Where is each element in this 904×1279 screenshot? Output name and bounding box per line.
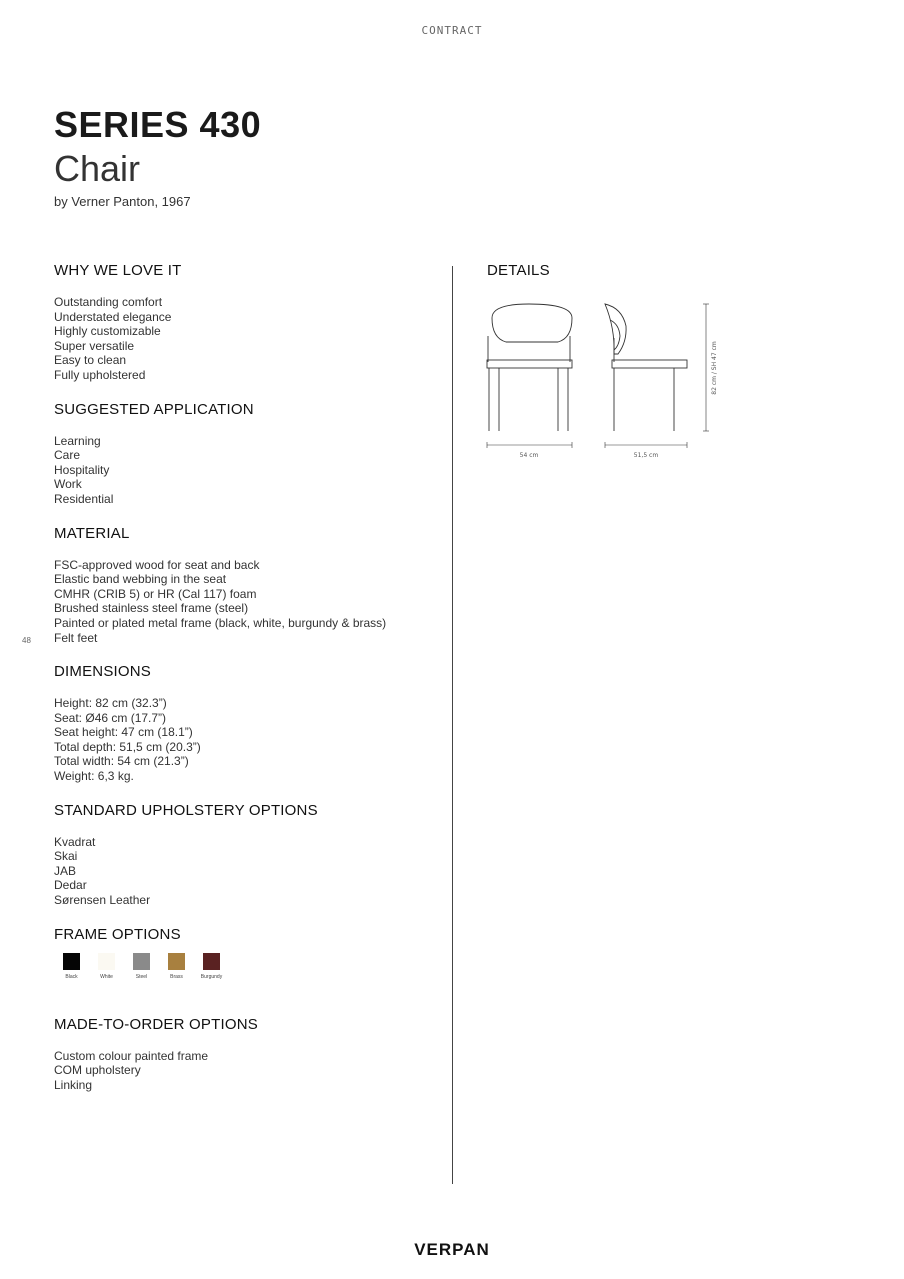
item-list xyxy=(54,558,444,646)
section-frame-options xyxy=(54,926,444,980)
swatch-label: Steel xyxy=(135,973,148,980)
column-divider xyxy=(452,266,453,1184)
section-suggested-application xyxy=(54,401,444,507)
swatch-label: Burgundy xyxy=(200,973,223,980)
list-item: Felt feet xyxy=(54,630,98,645)
front-backrest xyxy=(492,304,572,342)
list-item: Weight: 6,3 kg. xyxy=(54,769,134,784)
swatch-label: Brass xyxy=(170,973,183,980)
details-heading: DETAILS xyxy=(487,262,550,279)
section-heading: STANDARD UPHOLSTERY OPTIONS xyxy=(54,801,318,819)
height-dimension-line xyxy=(703,304,709,431)
list-item: Painted or plated metal frame (black, white, burgundy & brass) xyxy=(54,615,387,630)
section-heading: MADE-TO-ORDER OPTIONS xyxy=(54,1015,258,1033)
list-item: Total depth: 51,5 cm (20.3”) xyxy=(54,739,201,754)
list-item: Seat height: 47 cm (18.1”) xyxy=(54,725,193,740)
height-label: 82 cm / SH 47 cm xyxy=(711,341,718,395)
section-heading: FRAME OPTIONS xyxy=(54,925,181,943)
list-item: Dedar xyxy=(54,878,87,893)
side-seat xyxy=(612,360,687,368)
header-label: CONTRACT xyxy=(421,24,483,37)
list-item: Residential xyxy=(54,491,114,506)
list-item: Kvadrat xyxy=(54,834,96,849)
list-item: Highly customizable xyxy=(54,324,161,339)
list-item: Hospitality xyxy=(54,462,110,477)
list-item: Understated elegance xyxy=(54,309,172,324)
page-number: 48 xyxy=(22,636,31,645)
swatch-label: Black xyxy=(65,973,78,980)
item-list xyxy=(54,696,444,784)
list-item: Total width: 54 cm (21.3”) xyxy=(54,754,189,769)
list-item: Seat: Ø46 cm (17.7”) xyxy=(54,710,167,725)
list-item: Outstanding comfort xyxy=(54,295,163,309)
list-item: COM upholstery xyxy=(54,1063,141,1078)
list-item: FSC-approved wood for seat and back xyxy=(54,557,260,572)
product-title: SERIES 430 xyxy=(54,104,262,145)
section-heading: DIMENSIONS xyxy=(54,663,152,681)
swatch-brass[interactable] xyxy=(159,953,194,980)
list-item: Care xyxy=(54,448,81,463)
list-item: Work xyxy=(54,477,82,492)
frame-swatches xyxy=(54,953,444,980)
list-item: Easy to clean xyxy=(54,353,127,368)
section-upholstery-options xyxy=(54,802,444,908)
details-section xyxy=(487,262,550,279)
swatch-white[interactable] xyxy=(89,953,124,980)
item-list xyxy=(54,1049,444,1093)
product-subtitle: Chair xyxy=(54,148,141,189)
chair-side-view xyxy=(605,304,687,431)
product-byline: by Verner Panton, 1967 xyxy=(54,194,191,209)
list-item: Skai xyxy=(54,849,78,864)
color-swatch xyxy=(63,953,80,970)
front-seat xyxy=(487,360,572,368)
chair-front-view xyxy=(487,304,572,431)
swatch-burgundy[interactable] xyxy=(194,953,229,980)
left-column xyxy=(54,262,444,1110)
color-swatch xyxy=(203,953,220,970)
list-item: Elastic band webbing in the seat xyxy=(54,572,227,587)
section-why-we-love-it xyxy=(54,262,444,383)
list-item: Learning xyxy=(54,433,101,448)
list-item: Fully upholstered xyxy=(54,367,146,382)
color-swatch xyxy=(133,953,150,970)
list-item: CMHR (CRIB 5) or HR (Cal 117) foam xyxy=(54,586,257,601)
item-list xyxy=(54,434,444,507)
section-dimensions xyxy=(54,663,444,784)
depth-label: 51,5 cm xyxy=(633,452,659,459)
swatch-black[interactable] xyxy=(54,953,89,980)
brand-logo: VERPAN xyxy=(414,1240,490,1259)
color-swatch xyxy=(98,953,115,970)
depth-dimension-line xyxy=(605,442,687,448)
section-heading: SUGGESTED APPLICATION xyxy=(54,400,254,418)
list-item: Brushed stainless steel frame (steel) xyxy=(54,601,249,616)
section-material xyxy=(54,525,444,646)
list-item: JAB xyxy=(54,863,77,878)
list-item: Height: 82 cm (32.3”) xyxy=(54,696,167,711)
chair-technical-drawing xyxy=(484,298,724,468)
section-heading: WHY WE LOVE IT xyxy=(54,262,182,279)
width-label: 54 cm xyxy=(519,452,539,459)
width-dimension-line xyxy=(487,442,572,448)
list-item: Custom colour painted frame xyxy=(54,1048,209,1063)
swatch-steel[interactable] xyxy=(124,953,159,980)
color-swatch xyxy=(168,953,185,970)
item-list xyxy=(54,835,444,908)
item-list xyxy=(54,295,444,383)
side-backrest xyxy=(605,304,626,354)
section-heading: MATERIAL xyxy=(54,524,130,542)
swatch-label: White xyxy=(100,973,113,980)
list-item: Sørensen Leather xyxy=(54,893,151,908)
list-item: Linking xyxy=(54,1077,93,1092)
section-made-to-order xyxy=(54,1016,444,1093)
list-item: Super versatile xyxy=(54,338,135,353)
